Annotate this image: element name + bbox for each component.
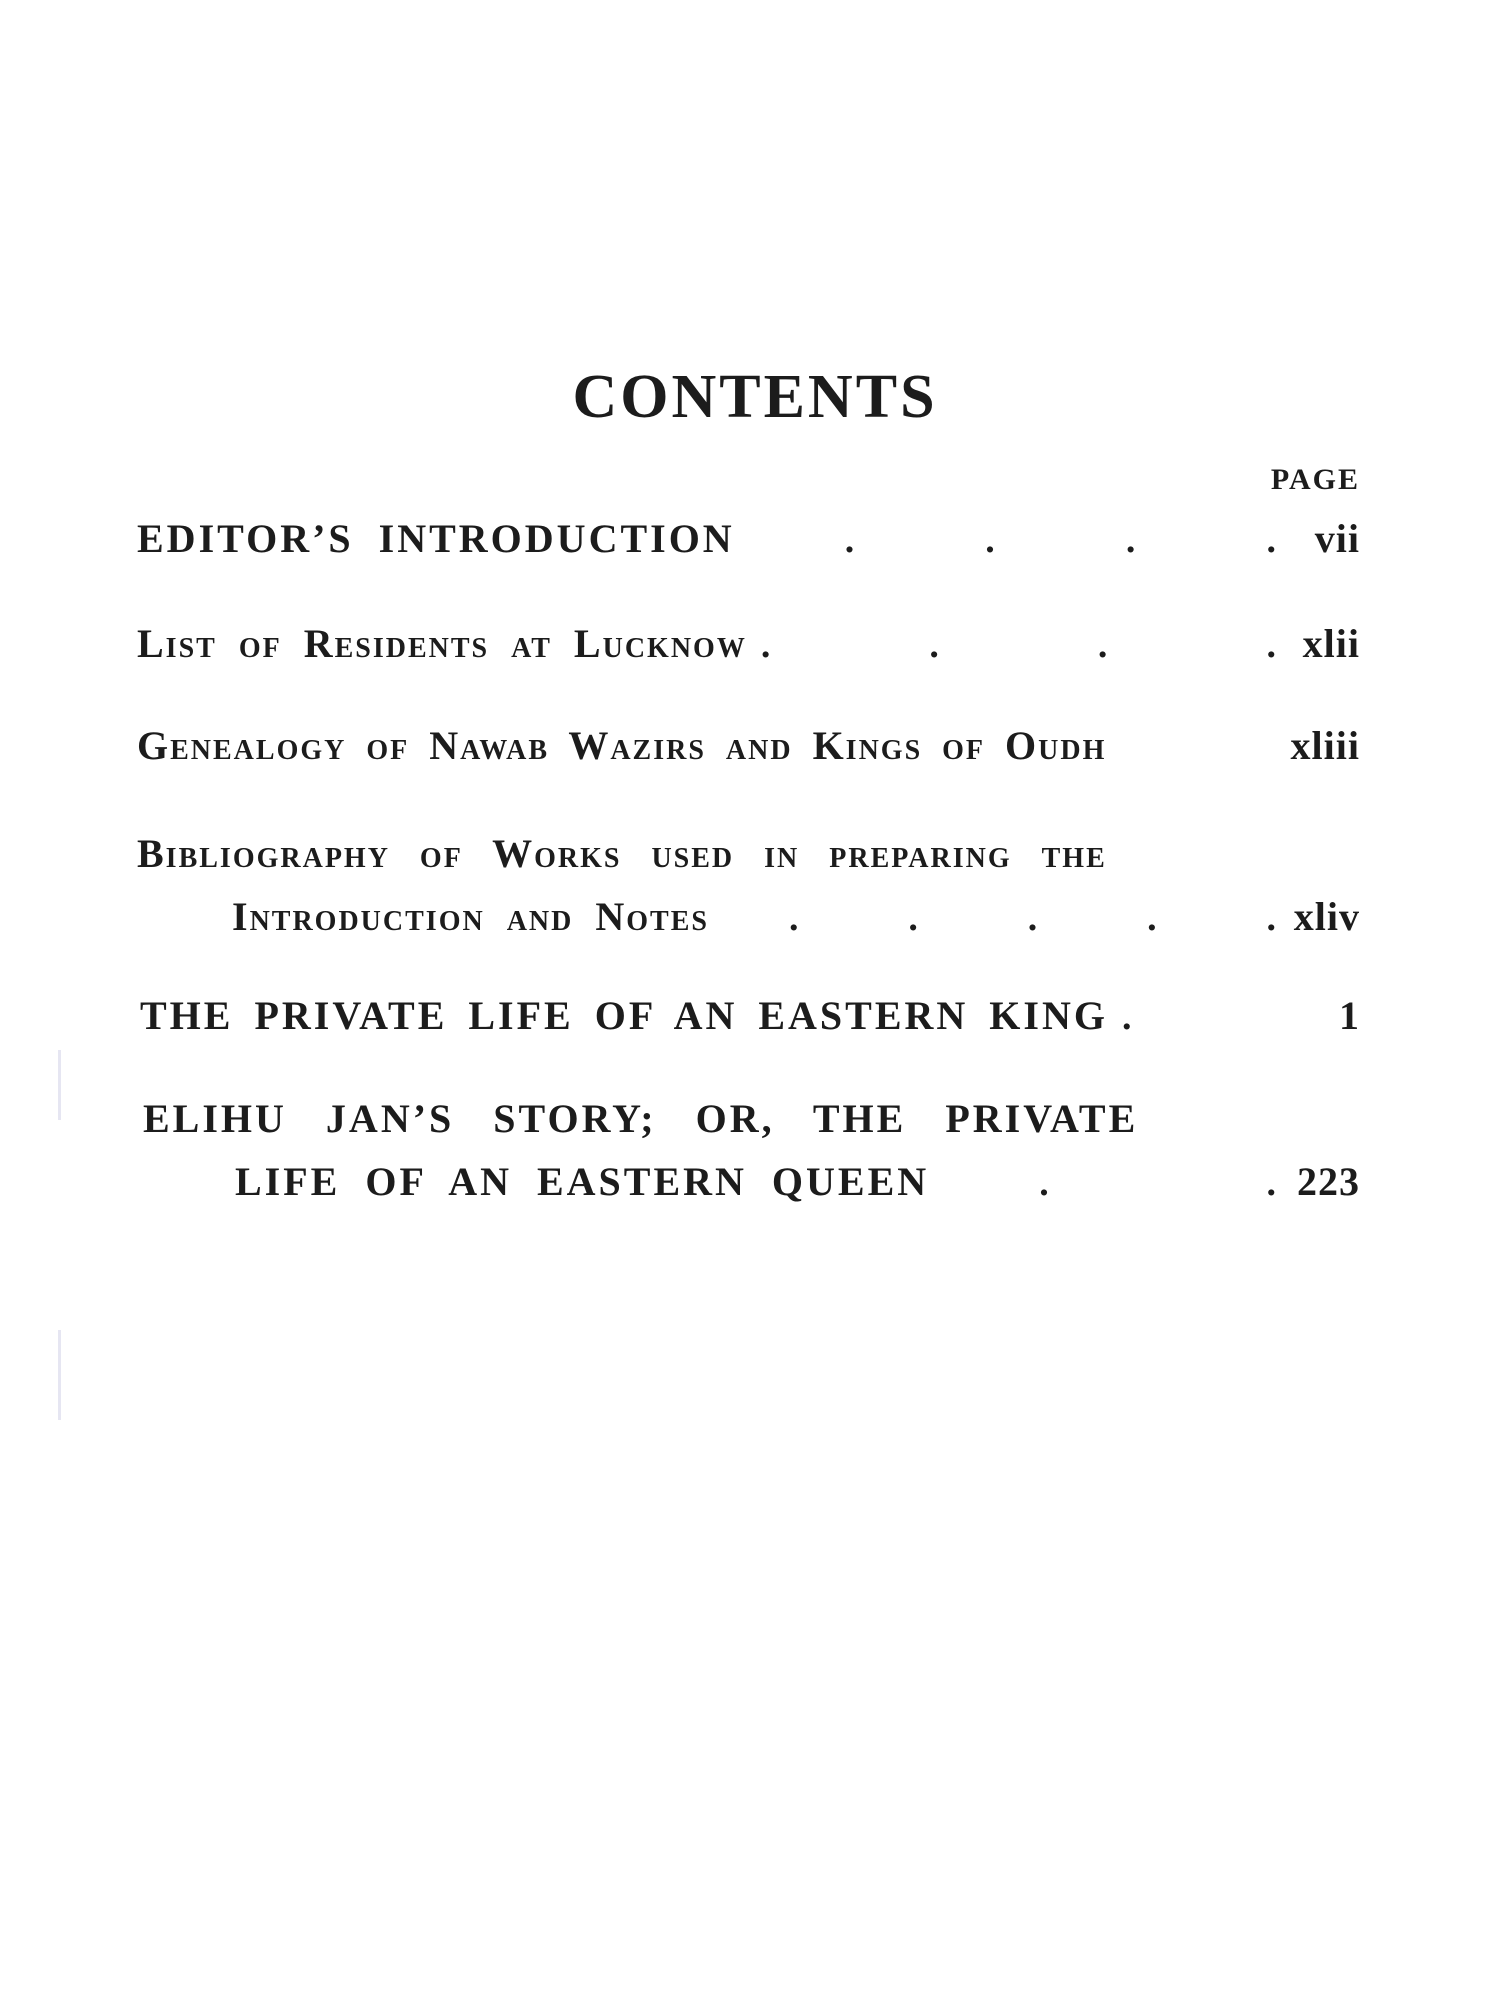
toc-entry[interactable] bbox=[137, 515, 1360, 562]
dot-leader: . bbox=[1121, 996, 1132, 1038]
toc-entry-title: List of Residents at Lucknow bbox=[137, 621, 747, 666]
scan-margin-mark bbox=[58, 1330, 61, 1420]
toc-entry[interactable] bbox=[137, 722, 1360, 769]
toc-entry-page: 223 bbox=[1297, 1159, 1360, 1204]
toc-entry-line-1[interactable] bbox=[143, 1095, 1250, 1142]
toc-entry[interactable] bbox=[137, 620, 1360, 667]
toc-entry-title: Bibliography of Works used in preparing the bbox=[137, 831, 1107, 876]
toc-entry-title: EDITOR’S INTRODUCTION bbox=[137, 516, 735, 561]
dot-leader: . . . . . bbox=[788, 897, 1276, 939]
dot-leader: . . . . bbox=[844, 519, 1276, 561]
toc-entry-page: xliv bbox=[1293, 894, 1360, 939]
toc-entry-title-continued: Introduction and Notes bbox=[232, 894, 709, 939]
toc-entry-title: Genealogy of Nawab Wazirs and Kings of Oudh bbox=[137, 723, 1107, 768]
page-column-header: PAGE bbox=[1270, 463, 1360, 496]
toc-entry-line-2[interactable] bbox=[235, 1158, 1360, 1205]
toc-entry-page: xliii bbox=[1290, 723, 1360, 768]
page-title: CONTENTS bbox=[572, 363, 938, 431]
toc-entry[interactable] bbox=[140, 992, 1360, 1039]
dot-leader: . . bbox=[1039, 1162, 1276, 1204]
toc-entry-page: 1 bbox=[1339, 993, 1360, 1038]
toc-entry-title: THE PRIVATE LIFE OF AN EASTERN KING bbox=[140, 993, 1108, 1038]
toc-entry-line-2[interactable] bbox=[232, 893, 1360, 940]
toc-entry-page: xlii bbox=[1302, 621, 1360, 666]
toc-entry-page: vii bbox=[1314, 516, 1360, 561]
dot-leader: . . . . bbox=[760, 624, 1276, 666]
toc-entry-title: ELIHU JAN’S STORY; OR, THE PRIVATE bbox=[143, 1096, 1139, 1141]
scan-margin-mark bbox=[58, 1050, 61, 1120]
toc-entry-title-continued: LIFE OF AN EASTERN QUEEN bbox=[235, 1159, 930, 1204]
toc-entry-line-1[interactable] bbox=[137, 830, 1250, 877]
